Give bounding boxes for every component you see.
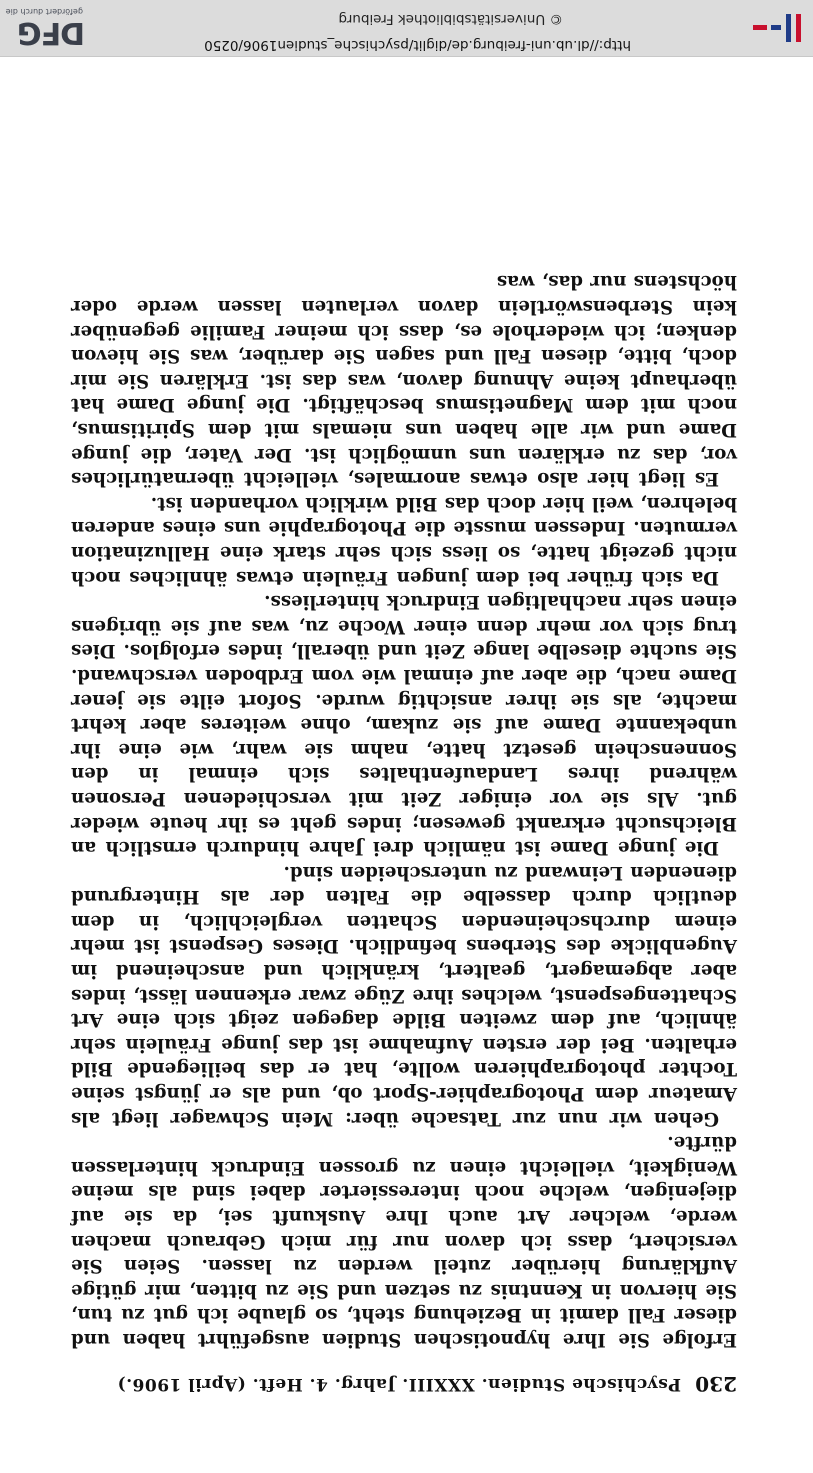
paragraph-5: Es liegt hier also etwas anormales, vielleicht übernatürliches vor, das zu erklären uns unmöglich ist. Der Vater, die junge Dame und wir alle haben uns niemals mit dem Spiritismus, noch mit dem Magnetismus beschäftigt. Die junge Dame hat überhaupt keine Ahnung davon, was das ist. Erklären Sie mir doch, bitte, diesen Fall und sagen Sie darüber, was Sie hievon denken; ich wiederhole es, dass ich meiner Familie gegenüber kein Sterbenswörtlein davon verlauten lassen werde oder höchstens nur das, was	[71, 271, 737, 490]
dfg-logo[interactable]	[0, 4, 85, 50]
paragraph-2: Gehen wir nun zur Tatsache über: Mein Schwager liegt als Amateur dem Photographier-Sport ob, und als er jüngst seine Tochter photographieren wollte, hat er das beiliegende Bild erhalten. Bei der ersten Aufnahme ist das junge Fräulein sehr ähnlich, auf dem zweiten Bilde dagegen zeigt sich eine Art Schattengespenst, welches ihre Züge zwar erkennen lässt, indes aber abgemagert, gealtert, kränklich und anscheinend im Augenblicke des Sterbens befindlich. Dieses Gespenst ist mehr einem durchscheinenden Schatten vergleichlich, in dem deutlich durch dasselbe die Falten der als Hintergrund dienenden Leinwand zu unterscheiden sind.	[71, 861, 737, 1129]
dfg-logo-subtext: gefördert durch die	[5, 7, 83, 16]
paragraph-1: Erfolge Sie Ihre hypnotischen Studien ausgeführt haben und dieser Fall damit in Beziehung steht, so glaube ich gut zu tun, Sie hiervon in Kenntnis zu setzen und Sie zu bitten, mir gütige Aufklärung hierüber zuteil werden zu lassen. Seien Sie versichert, dass ich davon nur für mich Gebrauch machen werde, welcher Art auch Ihre Auskunft sei, da sie auf diejenigen, welche noch interessierter dabei sind als meine Wenigkeit, vielleicht einen zu grossen Eindruck hinterlassen dürfte.	[71, 1132, 737, 1350]
copyright-notice: © Universitätsbibliothek Freiburg	[338, 11, 563, 27]
viewer-footer-bar	[0, 0, 813, 57]
dfg-logo-letters: DFG	[17, 15, 85, 50]
body-text	[71, 201, 737, 1351]
permalink-url[interactable]: http://dl.ub.uni-freiburg.de/diglit/psychische_studien1906/0250	[204, 37, 631, 53]
journal-info: Psychische Studien. XXXIII. Jahrg. 4. Heft. (April 1906.)	[117, 1374, 681, 1394]
ub-freiburg-logo-icon[interactable]	[745, 8, 805, 48]
paragraph-4: Da sich früher bei dem jungen Fräulein etwas ähnliches noch nicht gezeigt hatte, so liess sich sehr stark eine Halluzination vermuten. Indessen musste die Photographie uns eines anderen belehren, weil hier doch das Bild wirklich vorhanden ist.	[71, 492, 737, 588]
paragraph-3: Die junge Dame ist nämlich drei Jahre hindurch ernstlich an Bleichsucht erkrankt gewesen; indes geht es ihr heute wieder gut. Als sie vor einiger Zeit mit verschiedenen Personen während ihres Landaufenthaltes sich einmal in den Sonnenschein gesetzt hatte, nahm sie wahr, wie eine ihr unbekannte Dame auf sie zukam, ohne weiteres aber kehrt machte, als sie ihrer ansichtig wurde. Sofort eilte sie jener Dame nach, die aber auf einmal wie vom Erdboden verschwand. Sie suchte dieselbe lange Zeit und überall, indes erfolglos. Dies trug sich vor mehr denn einer Woche zu, was auf sie übrigens einen sehr nachhaltigen Eindruck hinterliess.	[71, 591, 737, 859]
running-header	[77, 1368, 737, 1396]
page-number: 230	[695, 1372, 737, 1396]
